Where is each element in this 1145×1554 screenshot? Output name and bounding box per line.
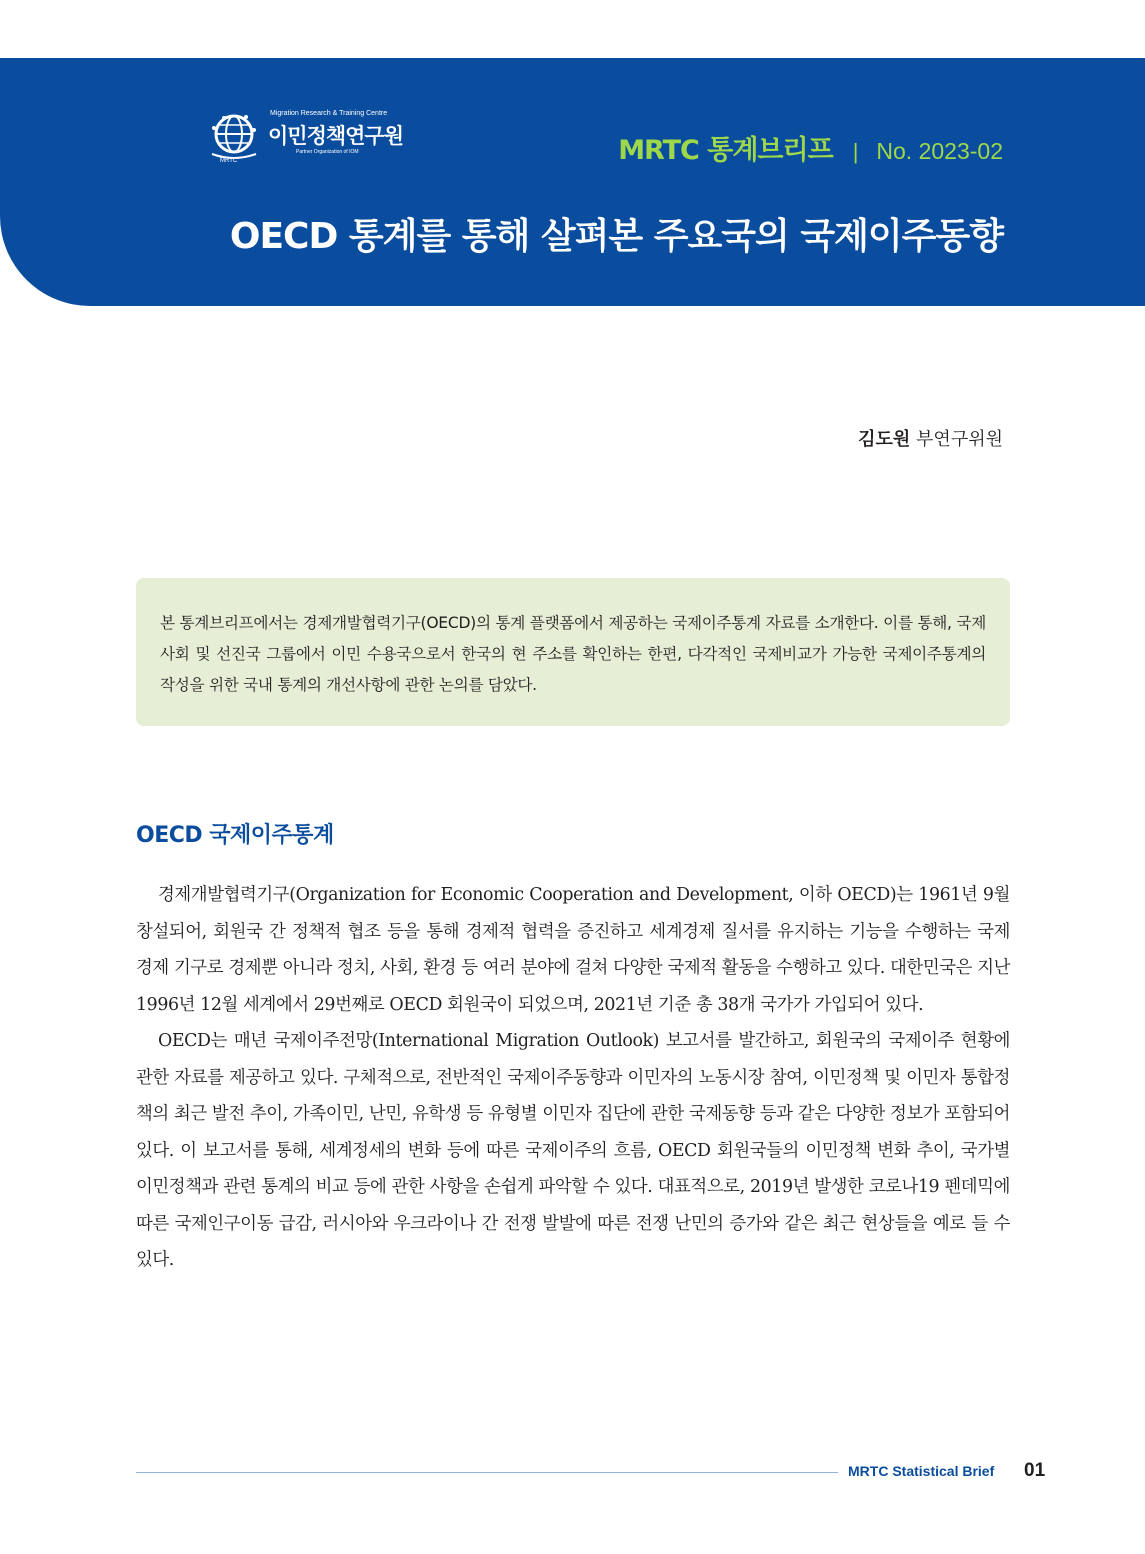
footer-label: MRTC Statistical Brief bbox=[848, 1463, 995, 1479]
page-number: 01 bbox=[1024, 1460, 1046, 1481]
header-banner bbox=[0, 58, 1145, 306]
author-name: 김도원 bbox=[858, 429, 911, 450]
paragraph: OECD는 매년 국제이주전망(International Migration Outlook) 보고서를 발간하고, 회원국의 국제이주 현황에 관한 자료를 제공하고 있다. 구체적으로, 전반적인 국제이주동향과 이민자의 노동시장 참여, 이민정책 및 이민자 통합정책의 최근 발전 추이, 가족이민, 난민, 유학생 등 유형별 이민자 집단에 관한 국제동향 등과 같은 다양한 정보가 포함되어 있다. 이 보고서를 통해, 세계정세의 변화 등에 따른 국제이주의 흐름, OECD 회원국들의 이민정책 변화 추이, 국가별 이민정책과 관련 통계의 비교 등에 관한 사항을 손쉽게 파악할 수 있다. 대표적으로, 2019년 발생한 코로나19 펜데믹에 따른 국제인구이동 급감, 러시아와 우크라이나 간 전쟁 발발에 따른 전쟁 난민의 증가와 같은 최근 현상들을 예로 들 수 있다. bbox=[136, 1031, 1010, 1270]
author-line bbox=[858, 425, 1003, 451]
body-text bbox=[136, 877, 1010, 1279]
summary-text: 본 통계브리프에서는 경제개발협력기구(OECD)의 통계 플랫폼에서 제공하는 국제이주통계 자료를 소개한다. 이를 통해, 국제사회 및 선진국 그룹에서 이민 수용국으로서 한국의 현 주소를 확인하는 한편, 다각적인 국제비교가 가능한 국제이주통계의 작성을 위한 국내 통계의 개선사항에 관한 논의를 담았다. bbox=[160, 614, 986, 694]
brief-title: MRTC 통계브리프 bbox=[618, 135, 833, 166]
logo-org-ko: 이민정책연구원 bbox=[268, 124, 404, 148]
issue-number: No. 2023-02 bbox=[876, 138, 1003, 164]
brief-heading bbox=[618, 128, 1003, 167]
logo-partner: Partner Organization of IOM bbox=[296, 149, 359, 155]
mrtc-logo bbox=[206, 108, 416, 168]
section-title: OECD 국제이주통계 bbox=[136, 823, 334, 848]
author-role: 부연구위원 bbox=[916, 429, 1003, 450]
logo-org-en: Migration Research & Training Centre bbox=[270, 110, 388, 117]
logo-abbr: MRTC bbox=[220, 158, 238, 164]
page-title: OECD 통계를 통해 살펴본 주요국의 국제이주동향 bbox=[229, 216, 1003, 257]
summary-box bbox=[136, 578, 1010, 726]
footer-divider bbox=[136, 1472, 838, 1473]
paragraph: 경제개발협력기구(Organization for Economic Cooperation and Development, 이하 OECD)는 1961년 9월 창설되어, 회원국 간 정책적 협조 등을 통해 경제적 협력을 증진하고 세계경제 질서를 유지하는 기능을 수행하는 국제 경제 기구로 경제뿐 아니라 정치, 사회, 환경 등 여러 분야에 걸쳐 다양한 국제적 활동을 수행하고 있다. 대한민국은 지난 1996년 12월 세계에서 29번째로 OECD 회원국이 되었으며, 2021년 기준 총 38개 국가가 가입되어 있다. bbox=[136, 885, 1010, 1015]
brief-separator: | bbox=[852, 139, 859, 164]
